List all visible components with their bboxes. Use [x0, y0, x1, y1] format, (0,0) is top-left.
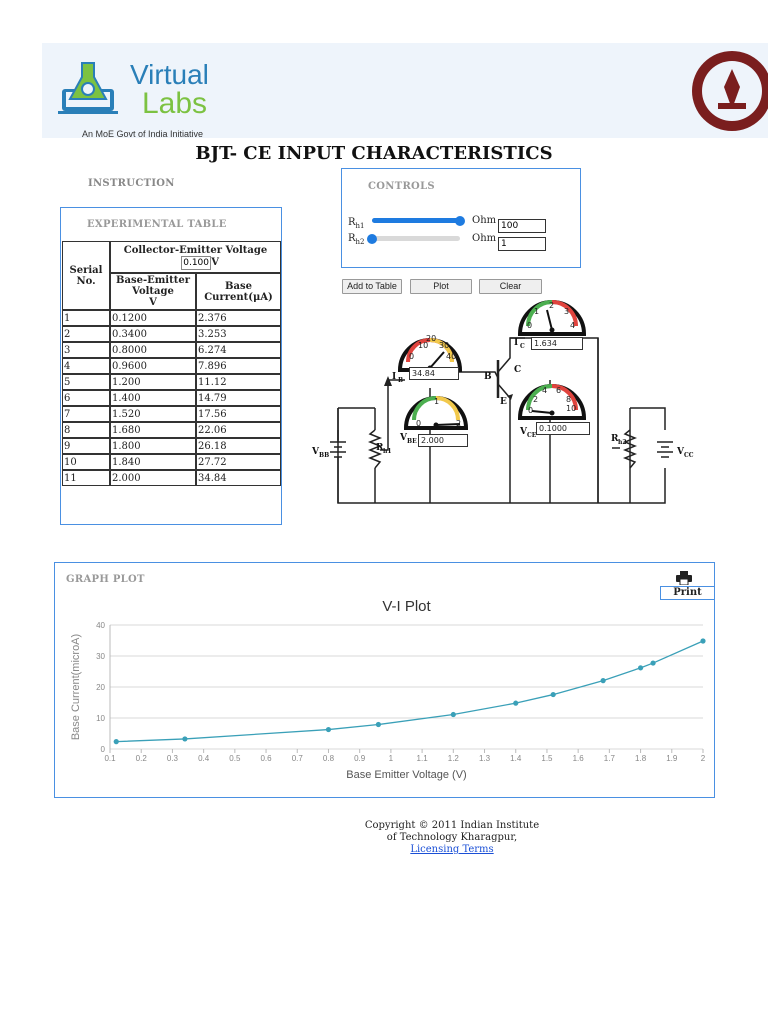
data-point [451, 712, 456, 717]
vce-label-sub: CE [527, 432, 537, 439]
flask-gear-icon [58, 59, 118, 119]
rh2-value-input[interactable] [498, 237, 546, 251]
experimental-table-panel [60, 207, 282, 525]
table-cell-serial: 10 [62, 454, 110, 470]
ib-tick-0: 0 [409, 352, 415, 361]
iit-kgp-emblem-icon [682, 47, 768, 135]
header-vbe-unit: V [149, 297, 157, 308]
rh2-slider[interactable] [372, 236, 460, 241]
y-tick-label: 20 [96, 683, 105, 692]
data-point [513, 701, 518, 706]
x-tick-label: 1.6 [572, 754, 584, 763]
vce-input[interactable] [181, 256, 211, 270]
ic-tick-2: 2 [549, 301, 555, 310]
vbe-readout: 2.000 [418, 434, 468, 447]
experimental-table [62, 241, 281, 486]
data-point [638, 665, 643, 670]
table-cell-serial: 4 [62, 358, 110, 374]
data-point [326, 727, 331, 732]
data-point [182, 736, 187, 741]
x-axis-label: Base Emitter Voltage (V) [346, 769, 467, 781]
vce-tick-3: 6 [556, 386, 562, 395]
table-row [62, 422, 281, 438]
data-point [376, 722, 381, 727]
vbe-tick-0: 0 [416, 419, 422, 428]
rh2-circuit-label-text: R [611, 434, 619, 444]
clear-button[interactable]: Clear [479, 279, 542, 294]
x-tick-label: 0.5 [229, 754, 241, 763]
rh1-slider-fill [372, 218, 460, 223]
y-tick-label: 30 [96, 652, 105, 661]
data-point [650, 660, 655, 665]
vbb-label-text: V [312, 447, 319, 457]
x-tick-label: 0.6 [260, 754, 272, 763]
licensing-terms-link[interactable]: Licensing Terms [410, 844, 494, 855]
table-cell-ib: 17.56 [196, 406, 281, 422]
graph-panel-title: GRAPH PLOT [66, 574, 145, 585]
vbb-label-sub: BB [319, 452, 330, 459]
site-header [42, 43, 768, 138]
x-tick-label: 1.4 [510, 754, 522, 763]
table-cell-serial: 6 [62, 390, 110, 406]
logo-tagline: An MoE Govt of India Initiative [82, 129, 204, 139]
vcc-label-sub: CC [684, 452, 694, 459]
vce-tick-4: 8 [566, 395, 572, 404]
x-tick-label: 0.9 [354, 754, 366, 763]
table-cell-serial: 11 [62, 470, 110, 486]
vce-unit: V [211, 256, 219, 268]
y-tick-label: 40 [96, 621, 105, 630]
table-cell-vbe: 1.680 [110, 422, 196, 438]
table-cell-ib: 22.06 [196, 422, 281, 438]
ic-tick-0: 0 [527, 321, 533, 330]
y-tick-label: 10 [96, 714, 105, 723]
table-cell-serial: 2 [62, 326, 110, 342]
data-point [551, 692, 556, 697]
rh2-label-text: R [348, 233, 356, 244]
x-tick-label: 0.2 [135, 754, 147, 763]
header-ib: Base Current(μA) [196, 273, 281, 310]
x-tick-label: 1.8 [635, 754, 647, 763]
x-tick-label: 1.9 [666, 754, 678, 763]
vce-tick-2: 4 [542, 386, 548, 395]
vbe-tick-1: 1 [434, 397, 440, 406]
y-axis-label: Base Current(microA) [70, 633, 82, 741]
table-row [62, 438, 281, 454]
add-to-table-button[interactable]: Add to Table [342, 279, 402, 294]
ib-tick-4: 40 [446, 352, 457, 361]
rh1-circuit-label-text: R [376, 443, 384, 453]
x-tick-label: 1.2 [447, 754, 459, 763]
vbe-label-sub: BE [407, 438, 417, 445]
controls-panel [341, 168, 581, 268]
x-tick-label: 0.8 [322, 754, 335, 763]
experimental-table-title: EXPERIMENTAL TABLE [87, 219, 227, 230]
table-cell-serial: 3 [62, 342, 110, 358]
table-cell-vbe: 1.840 [110, 454, 196, 470]
rh1-label-sub: h1 [355, 222, 365, 230]
table-row [62, 342, 281, 358]
vce-label-text: V [520, 427, 527, 437]
table-cell-vbe: 1.520 [110, 406, 196, 422]
plot-button[interactable]: Plot [410, 279, 472, 294]
table-cell-serial: 5 [62, 374, 110, 390]
chart-title: V-I Plot [382, 598, 431, 615]
virtual-labs-logo[interactable] [56, 51, 226, 139]
vbe-tick-2: 2 [456, 419, 462, 428]
table-cell-serial: 7 [62, 406, 110, 422]
footer [342, 820, 562, 856]
x-tick-label: 1.3 [478, 754, 491, 763]
ic-tick-3: 3 [564, 307, 570, 316]
header-vbe [110, 273, 196, 310]
ic-tick-1: 1 [534, 307, 540, 316]
terminal-c: C [514, 365, 522, 375]
table-row [62, 310, 281, 326]
vi-plot-chart [55, 593, 713, 798]
ib-readout: 34.84 [409, 367, 459, 380]
ib-label-sub: B [398, 377, 404, 384]
table-cell-ib: 7.896 [196, 358, 281, 374]
ic-label-text: I [514, 338, 519, 348]
table-cell-ib: 14.79 [196, 390, 281, 406]
logo-word-virtual: Virtual [130, 59, 209, 90]
table-cell-ib: 34.84 [196, 470, 281, 486]
data-point [601, 678, 606, 683]
table-cell-vbe: 0.9600 [110, 358, 196, 374]
table-cell-vbe: 0.1200 [110, 310, 196, 326]
vce-tick-1: 2 [533, 395, 539, 404]
ic-readout: 1.634 [531, 337, 583, 350]
table-cell-vbe: 1.200 [110, 374, 196, 390]
x-tick-label: 0.1 [104, 754, 116, 763]
table-cell-vbe: 0.3400 [110, 326, 196, 342]
ib-tick-2: 20 [426, 334, 437, 343]
rh2-ohm-label: Ohm [472, 233, 497, 244]
x-tick-label: 1.7 [603, 754, 615, 763]
instruction-tab[interactable]: INSTRUCTION [88, 178, 175, 189]
circuit-diagram [300, 280, 720, 510]
printer-icon[interactable] [676, 571, 692, 585]
table-row [62, 470, 281, 486]
table-cell-ib: 26.18 [196, 438, 281, 454]
vbe-label-text: V [400, 433, 407, 443]
header-vce [110, 241, 281, 273]
table-row [62, 406, 281, 422]
x-tick-label: 0.3 [166, 754, 178, 763]
table-cell-vbe: 1.800 [110, 438, 196, 454]
table-cell-serial: 8 [62, 422, 110, 438]
ib-tick-1: 10 [418, 341, 429, 350]
rh2-slider-thumb[interactable] [367, 234, 377, 244]
rh1-value-input[interactable] [498, 219, 546, 233]
table-cell-vbe: 1.400 [110, 390, 196, 406]
table-cell-ib: 27.72 [196, 454, 281, 470]
rh2-label-sub: h2 [355, 238, 365, 246]
page-title: BJT- CE INPUT CHARACTERISTICS [195, 143, 553, 164]
x-tick-label: 0.7 [291, 754, 303, 763]
table-row [62, 374, 281, 390]
data-point [114, 739, 119, 744]
controls-title: CONTROLS [368, 181, 435, 192]
table-cell-vbe: 0.8000 [110, 342, 196, 358]
table-cell-vbe: 2.000 [110, 470, 196, 486]
copyright-line2: of Technology Kharagpur, [386, 832, 518, 843]
rh1-circuit-label-sub: h1 [383, 448, 392, 455]
graph-panel [54, 562, 715, 798]
print-button[interactable]: Print [660, 586, 715, 600]
rh1-slider-thumb[interactable] [455, 216, 465, 226]
rh1-label-text: R [348, 217, 356, 228]
rh1-label [348, 217, 365, 230]
table-row [62, 358, 281, 374]
terminal-e: E [500, 397, 507, 407]
copyright-line1: Copyright © 2011 Indian Institute [364, 820, 540, 831]
table-row [62, 390, 281, 406]
terminal-b: B [484, 372, 492, 382]
rh1-slider[interactable] [372, 218, 460, 223]
logo-word-labs: Labs [142, 87, 208, 120]
x-tick-label: 0.4 [198, 754, 210, 763]
vce-readout: 0.1000 [536, 422, 590, 435]
table-cell-ib: 3.253 [196, 326, 281, 342]
y-tick-label: 0 [100, 745, 105, 754]
table-cell-serial: 9 [62, 438, 110, 454]
table-cell-serial: 1 [62, 310, 110, 326]
rh2-label [348, 233, 365, 246]
rh2-circuit-label-sub: h2 [618, 439, 627, 446]
table-cell-ib: 6.274 [196, 342, 281, 358]
ic-label-sub: C [520, 343, 525, 350]
vce-tick-0: 0 [528, 406, 534, 415]
ib-label-text: I [392, 372, 397, 382]
vce-tick-5: 10 [566, 404, 577, 413]
ic-tick-4: 4 [570, 321, 576, 330]
table-row [62, 326, 281, 342]
table-cell-ib: 11.12 [196, 374, 281, 390]
x-tick-label: 1 [388, 754, 394, 763]
header-serial: Serial No. [62, 241, 110, 310]
x-tick-label: 1.5 [541, 754, 553, 763]
ib-tick-3: 30 [439, 341, 450, 350]
header-vce-label: Collector-Emitter Voltage [123, 244, 268, 256]
data-point [700, 638, 705, 643]
table-row [62, 454, 281, 470]
rh1-ohm-label: Ohm [472, 215, 497, 226]
vcc-label-text: V [677, 447, 684, 457]
x-tick-label: 1.1 [416, 754, 428, 763]
x-tick-label: 2 [700, 754, 706, 763]
table-cell-ib: 2.376 [196, 310, 281, 326]
header-vbe-label: Base-Emitter Voltage [116, 275, 190, 297]
